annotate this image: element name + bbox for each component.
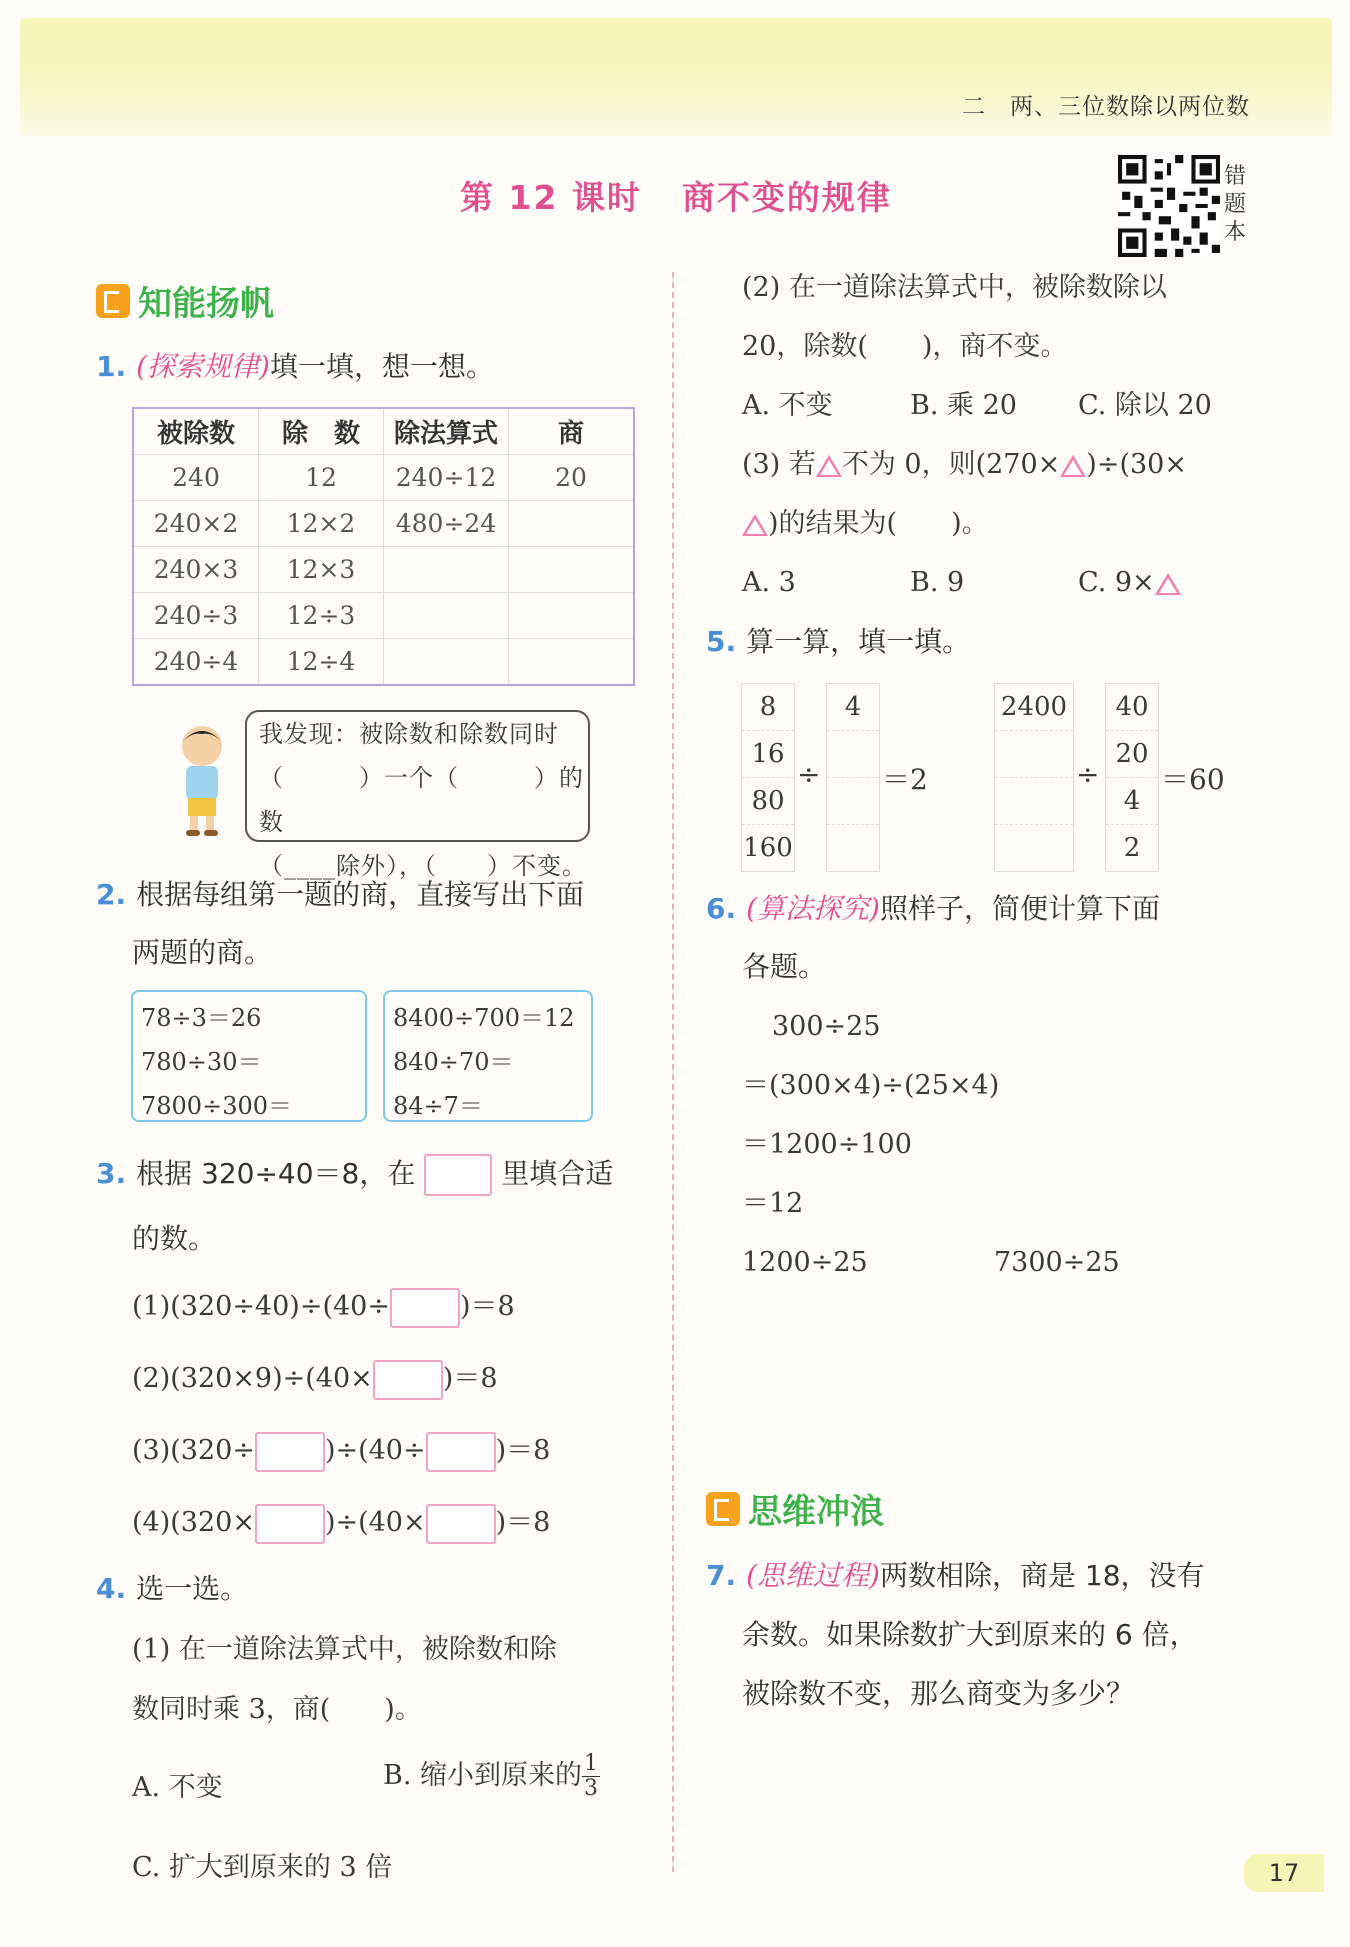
answer-cell[interactable] (509, 501, 635, 547)
table-cell: 12×2 (259, 501, 384, 547)
column-cell: 16 (742, 731, 794, 778)
item-text: )＝8 (459, 1291, 515, 1322)
item-text: (3)(320÷ (132, 1435, 255, 1466)
answer-cell[interactable] (827, 778, 879, 825)
choice-c[interactable]: C. 扩大到原来的 3 倍 (132, 1852, 393, 1883)
question-1-title (96, 338, 494, 396)
dividend-column-1 (741, 683, 795, 872)
answer-box[interactable] (373, 1360, 443, 1400)
answer-cell[interactable] (995, 825, 1073, 871)
quotient-group-1 (131, 990, 367, 1122)
section-label: 思维冲浪 (748, 1492, 884, 1532)
equation-blank[interactable]: 7800÷300＝ (141, 1092, 292, 1120)
question-text-cont: 余数。如果除数扩大到原来的 6 倍， (742, 1618, 1198, 1651)
table-cell: 12÷3 (259, 593, 384, 639)
answer-cell[interactable] (995, 731, 1073, 778)
answer-cell[interactable] (509, 547, 635, 593)
q3-item-2 (132, 1359, 498, 1400)
choice-a[interactable]: A. 3 (742, 567, 796, 598)
divide-sign: ÷ (797, 758, 821, 791)
triangle-icon (1060, 455, 1086, 477)
q4-part1-line1: (1) 在一道除法算式中，被除数和除 (132, 1634, 557, 1665)
table-cell: 12×3 (259, 547, 384, 593)
fraction-denominator: 3 (584, 1776, 599, 1801)
column-cell: 4 (1106, 778, 1158, 825)
question-tag: (思维过程) (746, 1559, 880, 1592)
choice-c[interactable] (1078, 563, 1181, 603)
bubble-line: （ ）一个（ ）的数 (259, 764, 584, 836)
question-text: 填一填，想一想。 (269, 350, 494, 383)
item-text: (3) 若 (742, 449, 816, 480)
table-row (133, 547, 634, 593)
question-tag: (探索规律) (136, 350, 270, 383)
item-text: )＝8 (442, 1363, 498, 1394)
question-text-cont: 被除数不变，那么商变为多少？ (742, 1677, 1135, 1710)
dividend-column-2 (994, 683, 1074, 872)
question-7-title (706, 1547, 1205, 1605)
question-number: 5. (706, 625, 737, 658)
question-text: 选一选。 (136, 1572, 249, 1605)
answer-box[interactable] (255, 1504, 325, 1544)
quotient-table (132, 407, 635, 686)
table-cell: 240×2 (133, 501, 259, 547)
page-number: 17 (1244, 1854, 1324, 1892)
question-4-title (96, 1560, 248, 1618)
question-text: 照样子，简便计算下面 (879, 892, 1160, 925)
answer-cell[interactable] (384, 547, 509, 593)
question-number: 2. (96, 878, 127, 911)
q4-part3-line1 (742, 445, 1187, 485)
qr-label: 错题本 (1224, 164, 1247, 245)
question-2-title (96, 866, 584, 924)
table-row (133, 639, 634, 686)
question-text-cont: 两题的商。 (132, 936, 273, 969)
bubble-line: 我发现：被除数和除数同时 (259, 720, 559, 748)
q3-item-3 (132, 1431, 550, 1472)
question-text: 算一算，填一填。 (746, 625, 971, 658)
answer-box[interactable] (390, 1288, 460, 1328)
equation: 8400÷700＝12 (393, 1004, 575, 1032)
question-text: 两数相除，商是 18，没有 (879, 1559, 1205, 1592)
column-cell: 4 (827, 684, 879, 731)
item-text: )÷(40÷ (324, 1435, 426, 1466)
lesson-title (460, 172, 932, 219)
fraction (582, 1752, 600, 1801)
answer-cell[interactable] (827, 825, 879, 871)
answer-cell[interactable] (509, 593, 635, 639)
question-3-title (96, 1145, 613, 1203)
choice-text: B. 缩小到原来的 (383, 1760, 583, 1791)
column-divider (672, 272, 674, 1872)
item-text: )的结果为( )。 (768, 508, 989, 539)
table-header: 除法算式 (384, 408, 509, 455)
equation-blank[interactable]: 840÷70＝ (393, 1048, 514, 1076)
item-text: 不为 0，则(270× (841, 449, 1061, 480)
item-text: )＝8 (495, 1507, 551, 1538)
divide-sign: ÷ (1076, 758, 1100, 791)
question-number: 6. (706, 892, 737, 925)
answer-box[interactable] (426, 1432, 496, 1472)
wave-icon (706, 1492, 740, 1526)
exercise[interactable]: 7300÷25 (994, 1247, 1120, 1278)
answer-cell[interactable] (509, 639, 635, 686)
section-title-1 (96, 276, 274, 325)
table-header-row (133, 408, 634, 455)
question-text: 根据 320÷40＝8，在 (136, 1157, 416, 1190)
equation: 78÷3＝26 (141, 1004, 262, 1032)
column-cell: 40 (1106, 684, 1158, 731)
table-cell: 240 (133, 455, 259, 501)
question-text: 根据每组第一题的商，直接写出下面 (136, 878, 585, 911)
answer-box[interactable] (255, 1432, 325, 1472)
discovery-bubble (245, 710, 590, 880)
answer-cell[interactable] (995, 778, 1073, 825)
fraction-numerator: 1 (584, 1751, 599, 1776)
choice-b[interactable]: B. 乘 20 (910, 390, 1017, 421)
equation-blank[interactable]: 84÷7＝ (393, 1092, 483, 1120)
item-text: (1)(320÷40)÷(40÷ (132, 1291, 390, 1322)
question-number: 3. (96, 1157, 127, 1190)
table-cell: 240×3 (133, 547, 259, 593)
table-header: 除 数 (259, 408, 384, 455)
result: ＝2 (882, 763, 928, 796)
equation-blank[interactable]: 780÷30＝ (141, 1048, 262, 1076)
choice-b[interactable]: B. 9 (910, 567, 965, 598)
column-cell: 20 (1106, 731, 1158, 778)
exercise[interactable]: 1200÷25 (742, 1247, 868, 1278)
section-title-2 (706, 1484, 884, 1533)
question-6-title (706, 880, 1160, 938)
table-cell: 240÷12 (384, 455, 509, 501)
column-cell: 2400 (995, 684, 1073, 731)
table-row (133, 455, 634, 501)
table-row (133, 501, 634, 547)
q4-part3-line2 (742, 504, 989, 544)
bubble-line: （____除外），（ ）不变。 (259, 852, 587, 880)
answer-cell[interactable] (827, 731, 879, 778)
choice-a[interactable]: A. 不变 (132, 1772, 223, 1803)
choice-c[interactable]: C. 除以 20 (1078, 390, 1212, 421)
column-cell: 2 (1123, 833, 1141, 863)
table-cell: 240÷3 (133, 593, 259, 639)
triangle-icon (816, 455, 842, 477)
divisor-column-1 (826, 683, 880, 872)
choice-text: C. 9× (1078, 567, 1155, 598)
q4-part1-line2: 数同时乘 3，商( )。 (132, 1694, 422, 1725)
child-illustration (172, 720, 232, 840)
section-label: 知能扬帆 (138, 284, 274, 324)
item-text: )÷(30× (1086, 449, 1187, 480)
answer-box[interactable] (426, 1504, 496, 1544)
item-text: )＝8 (495, 1435, 551, 1466)
table-row (133, 593, 634, 639)
question-number: 1. (96, 350, 127, 383)
table-header: 被除数 (133, 408, 259, 455)
divisor-column-2 (1105, 683, 1159, 872)
example-line: ＝(300×4)÷(25×4) (742, 1070, 1000, 1101)
example-line: 300÷25 (772, 1011, 881, 1042)
question-5-title (706, 613, 970, 671)
question-text-cont: 各题。 (742, 950, 827, 983)
question-number: 4. (96, 1572, 127, 1605)
triangle-icon (742, 514, 768, 536)
result: ＝60 (1161, 763, 1225, 796)
column-cell: 160 (743, 833, 793, 863)
question-tag: (算法探究) (746, 892, 880, 925)
example-line: ＝1200÷100 (742, 1129, 912, 1160)
choice-b[interactable] (383, 1752, 600, 1801)
quotient-group-2 (383, 990, 593, 1122)
lesson-name: 商不变的规律 (681, 178, 892, 217)
answer-cell[interactable] (384, 639, 509, 686)
q3-item-4 (132, 1503, 550, 1544)
chapter-title: 二 两、三位数除以两位数 (962, 94, 1250, 120)
q4-part2-line2: 20，除数( )，商不变。 (742, 331, 1068, 362)
q3-item-1 (132, 1287, 515, 1328)
example-line: ＝12 (742, 1188, 804, 1219)
column-cell: 80 (742, 778, 794, 825)
item-text: (2)(320×9)÷(40× (132, 1363, 373, 1394)
table-header: 商 (509, 408, 635, 455)
table-cell: 12÷4 (259, 639, 384, 686)
column-cell: 8 (742, 684, 794, 731)
table-cell: 20 (509, 455, 635, 501)
question-number: 7. (706, 1559, 737, 1592)
book-icon (96, 284, 130, 318)
table-cell: 12 (259, 455, 384, 501)
answer-cell[interactable] (384, 593, 509, 639)
table-cell: 480÷24 (384, 501, 509, 547)
qr-code-icon[interactable] (1118, 155, 1220, 257)
question-text-cont: 的数。 (132, 1222, 217, 1255)
item-text: (4)(320× (132, 1507, 255, 1538)
q4-part2-line1: (2) 在一道除法算式中，被除数除以 (742, 272, 1167, 303)
lesson-number: 第 12 课时 (460, 178, 642, 217)
answer-box-sample (424, 1154, 492, 1196)
triangle-icon (1155, 573, 1181, 595)
item-text: )÷(40× (324, 1507, 426, 1538)
question-text: 里填合适 (501, 1157, 614, 1190)
table-cell: 240÷4 (133, 639, 259, 686)
choice-a[interactable]: A. 不变 (742, 390, 833, 421)
